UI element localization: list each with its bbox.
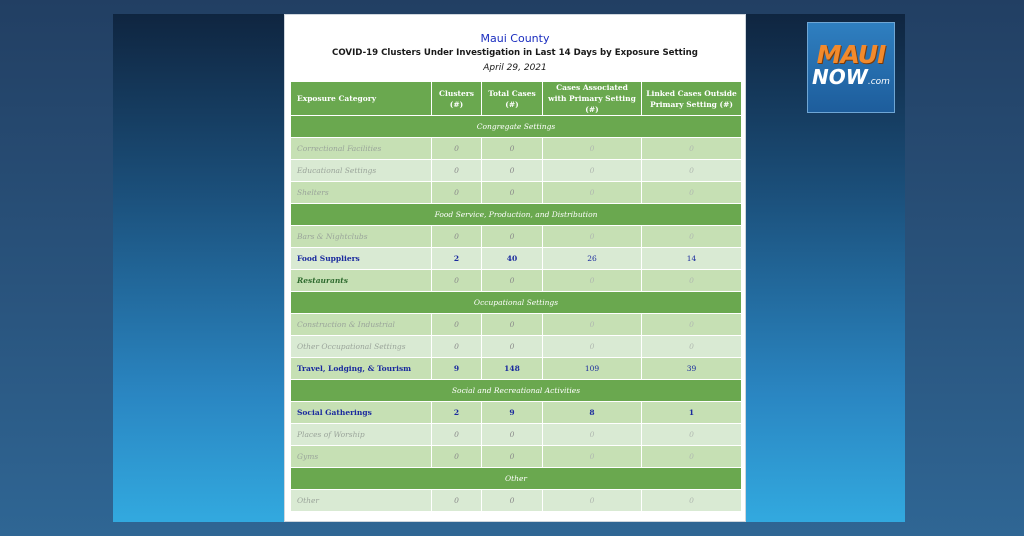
header-primary-cases: Cases Associated with Primary Setting (#) (543, 82, 642, 116)
clusters-cell: 0 (432, 314, 482, 336)
section-row (291, 292, 742, 314)
clusters-cell: 2 (432, 248, 482, 270)
primary-cases-cell: 8 (543, 402, 642, 424)
primary-cases-cell: 0 (543, 490, 642, 512)
total-cases-cell: 0 (482, 182, 543, 204)
county-heading: Maui County (480, 32, 550, 45)
linked-cases-cell: 0 (642, 182, 742, 204)
total-cases-cell: 0 (482, 336, 543, 358)
clusters-cell: 0 (432, 182, 482, 204)
primary-cases-cell: 0 (543, 336, 642, 358)
section-title: Food Service, Production, and Distribution (291, 204, 742, 226)
total-cases-cell: 0 (482, 314, 543, 336)
report-document (284, 14, 746, 522)
table-row (291, 270, 742, 292)
total-cases-cell: 0 (482, 160, 543, 182)
linked-cases-cell: 0 (642, 270, 742, 292)
header-total-cases: Total Cases (#) (482, 82, 543, 116)
category-cell: Other (291, 490, 432, 512)
header-clusters: Clusters (#) (432, 82, 482, 116)
clusters-cell: 0 (432, 138, 482, 160)
section-row (291, 468, 742, 490)
primary-cases-cell: 0 (543, 138, 642, 160)
category-cell: Other Occupational Settings (291, 336, 432, 358)
section-row (291, 116, 742, 138)
table-row (291, 248, 742, 270)
category-cell: Social Gatherings (291, 402, 432, 424)
total-cases-cell: 40 (482, 248, 543, 270)
linked-cases-cell: 0 (642, 336, 742, 358)
clusters-cell: 0 (432, 160, 482, 182)
linked-cases-cell: 0 (642, 160, 742, 182)
section-title: Congregate Settings (291, 116, 742, 138)
report-date: April 29, 2021 (483, 63, 547, 73)
table-body (291, 116, 742, 512)
table-row (291, 226, 742, 248)
linked-cases-cell: 0 (642, 314, 742, 336)
primary-cases-cell: 0 (543, 270, 642, 292)
clusters-cell: 2 (432, 402, 482, 424)
total-cases-cell: 0 (482, 490, 543, 512)
table-row (291, 160, 742, 182)
linked-cases-cell: 1 (642, 402, 742, 424)
table-header (291, 82, 742, 116)
table-row (291, 336, 742, 358)
category-cell: Travel, Lodging, & Tourism (291, 358, 432, 380)
table-row (291, 138, 742, 160)
section-title: Other (291, 468, 742, 490)
maui-now-logo (807, 22, 895, 113)
total-cases-cell: 0 (482, 446, 543, 468)
header-exposure-category: Exposure Category (291, 82, 432, 116)
primary-cases-cell: 0 (543, 424, 642, 446)
linked-cases-cell: 0 (642, 424, 742, 446)
total-cases-cell: 9 (482, 402, 543, 424)
total-cases-cell: 0 (482, 424, 543, 446)
logo-now-text (812, 67, 890, 92)
table-row (291, 490, 742, 512)
logo-com-suffix: .com (867, 77, 890, 87)
category-cell: Food Suppliers (291, 248, 432, 270)
category-cell: Construction & Industrial (291, 314, 432, 336)
section-row (291, 204, 742, 226)
primary-cases-cell: 0 (543, 182, 642, 204)
linked-cases-cell: 0 (642, 226, 742, 248)
linked-cases-cell: 0 (642, 490, 742, 512)
table-row (291, 314, 742, 336)
report-title: COVID-19 Clusters Under Investigation in Last 14 Days by Exposure Setting (332, 48, 698, 58)
primary-cases-cell: 26 (543, 248, 642, 270)
total-cases-cell: 0 (482, 226, 543, 248)
section-row (291, 380, 742, 402)
linked-cases-cell: 14 (642, 248, 742, 270)
linked-cases-cell: 0 (642, 446, 742, 468)
category-cell: Educational Settings (291, 160, 432, 182)
category-cell: Shelters (291, 182, 432, 204)
linked-cases-cell: 39 (642, 358, 742, 380)
clusters-cell: 0 (432, 424, 482, 446)
primary-cases-cell: 109 (543, 358, 642, 380)
category-cell: Places of Worship (291, 424, 432, 446)
table-row (291, 446, 742, 468)
clusters-cell: 0 (432, 490, 482, 512)
clusters-table (290, 81, 742, 512)
table-row (291, 424, 742, 446)
category-cell: Correctional Facilities (291, 138, 432, 160)
clusters-cell: 9 (432, 358, 482, 380)
total-cases-cell: 0 (482, 270, 543, 292)
primary-cases-cell: 0 (543, 226, 642, 248)
section-title: Social and Recreational Activities (291, 380, 742, 402)
primary-cases-cell: 0 (543, 314, 642, 336)
clusters-cell: 0 (432, 446, 482, 468)
category-cell: Restaurants (291, 270, 432, 292)
section-title: Occupational Settings (291, 292, 742, 314)
clusters-cell: 0 (432, 336, 482, 358)
category-cell: Bars & Nightclubs (291, 226, 432, 248)
total-cases-cell: 148 (482, 358, 543, 380)
table-row (291, 358, 742, 380)
primary-cases-cell: 0 (543, 446, 642, 468)
header-linked-cases: Linked Cases Outside Primary Setting (#) (642, 82, 742, 116)
category-cell: Gyms (291, 446, 432, 468)
clusters-cell: 0 (432, 270, 482, 292)
total-cases-cell: 0 (482, 138, 543, 160)
table-row (291, 182, 742, 204)
logo-maui-text: MAUI (816, 40, 886, 69)
header-row (291, 82, 742, 116)
clusters-cell: 0 (432, 226, 482, 248)
linked-cases-cell: 0 (642, 138, 742, 160)
table-row (291, 402, 742, 424)
primary-cases-cell: 0 (543, 160, 642, 182)
logo-now-word: NOW (812, 65, 868, 89)
